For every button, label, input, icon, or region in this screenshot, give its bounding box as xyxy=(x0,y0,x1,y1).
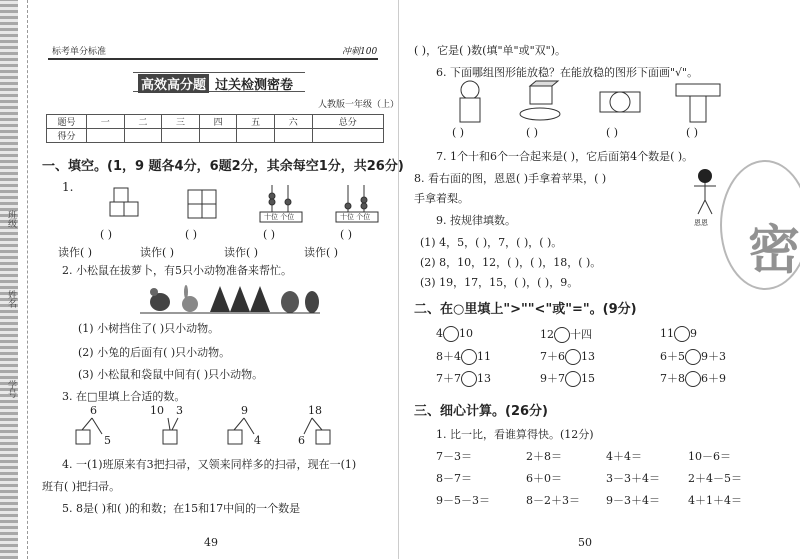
blank-row[interactable]: ( ) xyxy=(340,228,353,241)
q2a-text: (1) 小树挡住了( )只小动物。 xyxy=(78,322,220,335)
bond-number: 9 xyxy=(241,404,248,417)
calc-item[interactable]: 10－6＝ xyxy=(688,450,731,463)
q8-line2: 手拿着梨。 xyxy=(414,192,469,205)
compare-item: 7＋7 13 xyxy=(436,372,491,385)
calc-item[interactable]: 4＋4＝ xyxy=(606,450,642,463)
section-3-title: 三、细心计算。(26分) xyxy=(414,404,548,419)
binding-strip xyxy=(0,0,18,559)
bond-number: 3 xyxy=(176,404,183,417)
q4-line1: 4. 一(1)班原来有3把扫帚，又领来同样多的扫帚，现在一(1) xyxy=(62,458,357,471)
q1-label: 1. xyxy=(62,180,74,194)
score-header-cell: 五 xyxy=(237,115,275,129)
q9a-text: (1) 4，5，( )，7，( )，( )。 xyxy=(420,236,563,249)
q6-blank[interactable]: ( ) xyxy=(526,126,539,139)
calc-item[interactable]: 9－5－3＝ xyxy=(436,494,490,507)
score-header-cell: 一 xyxy=(87,115,125,129)
calc-item[interactable]: 7－3＝ xyxy=(436,450,472,463)
q5-line1: 5. 8是( )和( )的和数；在15和17中间的一个数是 xyxy=(62,502,301,515)
calc-item[interactable]: 8－7＝ xyxy=(436,472,472,485)
read-as[interactable]: 读作( ) xyxy=(304,246,339,259)
compare-item: 9＋7 15 xyxy=(540,372,595,385)
binding-line xyxy=(18,0,28,559)
score-cell[interactable] xyxy=(312,129,383,143)
q2b-text: (2) 小兔的后面有( )只小动物。 xyxy=(78,346,231,359)
abacus-label: 十位 个位 xyxy=(264,213,295,221)
q6-blank[interactable]: ( ) xyxy=(686,126,699,139)
read-as[interactable]: 读作( ) xyxy=(224,246,259,259)
binding-label-class: 班级 xyxy=(6,210,16,228)
compare-circle[interactable] xyxy=(554,327,570,343)
q9b-text: (2) 8，10，12，( )，( )，18，( )。 xyxy=(420,256,602,269)
compare-item: 12 十四 xyxy=(540,328,592,341)
q6-blank[interactable]: ( ) xyxy=(452,126,465,139)
q3-text: 3. 在□里填上合适的数。 xyxy=(62,390,186,403)
score-cell[interactable] xyxy=(162,129,200,143)
score-table xyxy=(46,114,384,143)
bond-number: 6 xyxy=(298,434,305,447)
page-title: 过关检测密卷 xyxy=(215,78,294,93)
blank-row[interactable]: ( ) xyxy=(185,228,198,241)
score-header-cell: 六 xyxy=(274,115,312,129)
blank-row[interactable]: ( ) xyxy=(100,228,113,241)
score-cell[interactable] xyxy=(124,129,162,143)
q6-blank[interactable]: ( ) xyxy=(606,126,619,139)
compare-circle[interactable] xyxy=(565,349,581,365)
calc-item[interactable]: 8－2＋3＝ xyxy=(526,494,580,507)
bond-number: 4 xyxy=(254,434,261,447)
calc-item[interactable]: 6＋0＝ xyxy=(526,472,562,485)
score-cell[interactable] xyxy=(87,129,125,143)
score-header-cell: 三 xyxy=(162,115,200,129)
calc-item[interactable]: 2＋8＝ xyxy=(526,450,562,463)
compare-circle[interactable] xyxy=(685,371,701,387)
q7-text: 7. 1个十和6个一合起来是( )，它后面第4个数是( )。 xyxy=(436,150,694,163)
section-1-title: 一、填空。(1，9 题各4分，6题2分，其余每空1分，共26分) xyxy=(42,159,404,174)
compare-circle[interactable] xyxy=(461,371,477,387)
stamp-char: 密 xyxy=(748,221,800,281)
score-header-cell: 四 xyxy=(199,115,237,129)
header-right: 冲刺100 xyxy=(342,47,378,57)
page-number-right: 50 xyxy=(578,536,592,549)
compare-item: 8＋4 11 xyxy=(436,350,491,363)
bond-number: 10 xyxy=(150,404,164,417)
score-cell[interactable] xyxy=(237,129,275,143)
q9-text: 9. 按规律填数。 xyxy=(436,214,516,227)
compare-item: 11 9 xyxy=(660,327,697,340)
compare-circle[interactable] xyxy=(685,349,701,365)
q6-text: 6. 下面哪组图形能放稳？在能放稳的图形下面画"√"。 xyxy=(436,66,699,79)
score-header-cell: 二 xyxy=(124,115,162,129)
compare-item: 6＋5 9＋3 xyxy=(660,350,726,363)
grade-label: 人教版一年级（上） xyxy=(318,100,400,110)
binding-label-name: 姓名 xyxy=(6,290,16,308)
score-row-label: 得分 xyxy=(47,129,87,143)
section-2-title: 二、在○里填上">""<"或"="。(9分) xyxy=(414,302,637,317)
read-as[interactable]: 读作( ) xyxy=(140,246,175,259)
compare-circle[interactable] xyxy=(443,326,459,342)
score-cell[interactable] xyxy=(274,129,312,143)
compare-item: 7＋6 13 xyxy=(540,350,595,363)
cube-stack-1 xyxy=(110,188,138,216)
title-highlight: 高效高分题 xyxy=(138,74,209,93)
calc-title: 1. 比一比，看谁算得快。(12分) xyxy=(436,428,594,441)
child-label: 恩恩 xyxy=(694,219,708,227)
q2c-text: (3) 小松鼠和袋鼠中间有( )只小动物。 xyxy=(78,368,264,381)
abacus-label: 十位 个位 xyxy=(340,213,371,221)
q8-line1: 8. 看右面的图，恩恩( )手拿着苹果，( ) xyxy=(414,172,607,185)
calc-item[interactable]: 3－3＋4＝ xyxy=(606,472,660,485)
compare-item: 7＋8 6＋9 xyxy=(660,372,726,385)
cube-stack-2 xyxy=(188,190,216,218)
q4-line2: 班有( )把扫帚。 xyxy=(42,480,121,493)
shapes-illustration xyxy=(450,78,730,126)
q1-figures xyxy=(100,180,390,235)
score-header-cell: 总分 xyxy=(312,115,383,129)
bond-number: 6 xyxy=(90,404,97,417)
q9c-text: (3) 19，17，15，( )，( )，9。 xyxy=(420,276,579,289)
child-figure xyxy=(690,168,720,218)
calc-item[interactable]: 2＋4－5＝ xyxy=(688,472,742,485)
compare-circle[interactable] xyxy=(674,326,690,342)
header-rule xyxy=(48,58,378,60)
header-small: 标考单分标准 xyxy=(52,47,107,57)
read-as[interactable]: 读作( ) xyxy=(58,246,93,259)
calc-item[interactable]: 9－3＋4＝ xyxy=(606,494,660,507)
score-header-cell: 题号 xyxy=(47,115,87,129)
blank-row[interactable]: ( ) xyxy=(263,228,276,241)
page-number-left: 49 xyxy=(204,536,218,549)
bond-number: 5 xyxy=(104,434,111,447)
calc-item[interactable]: 4＋1＋4＝ xyxy=(688,494,742,507)
q5-line2: ( )，它是( )数(填"单"或"双")。 xyxy=(414,44,566,57)
compare-circle[interactable] xyxy=(461,349,477,365)
bond-number: 18 xyxy=(308,404,322,417)
score-cell[interactable] xyxy=(199,129,237,143)
compare-item: 4 10 xyxy=(436,327,473,340)
q2-text: 2. 小松鼠在拔萝卜，有5只小动物准备来帮忙。 xyxy=(62,264,292,277)
page-divider xyxy=(398,0,399,559)
animals-illustration xyxy=(140,282,320,316)
compare-circle[interactable] xyxy=(565,371,581,387)
binding-label-number: 学号 xyxy=(6,380,16,398)
